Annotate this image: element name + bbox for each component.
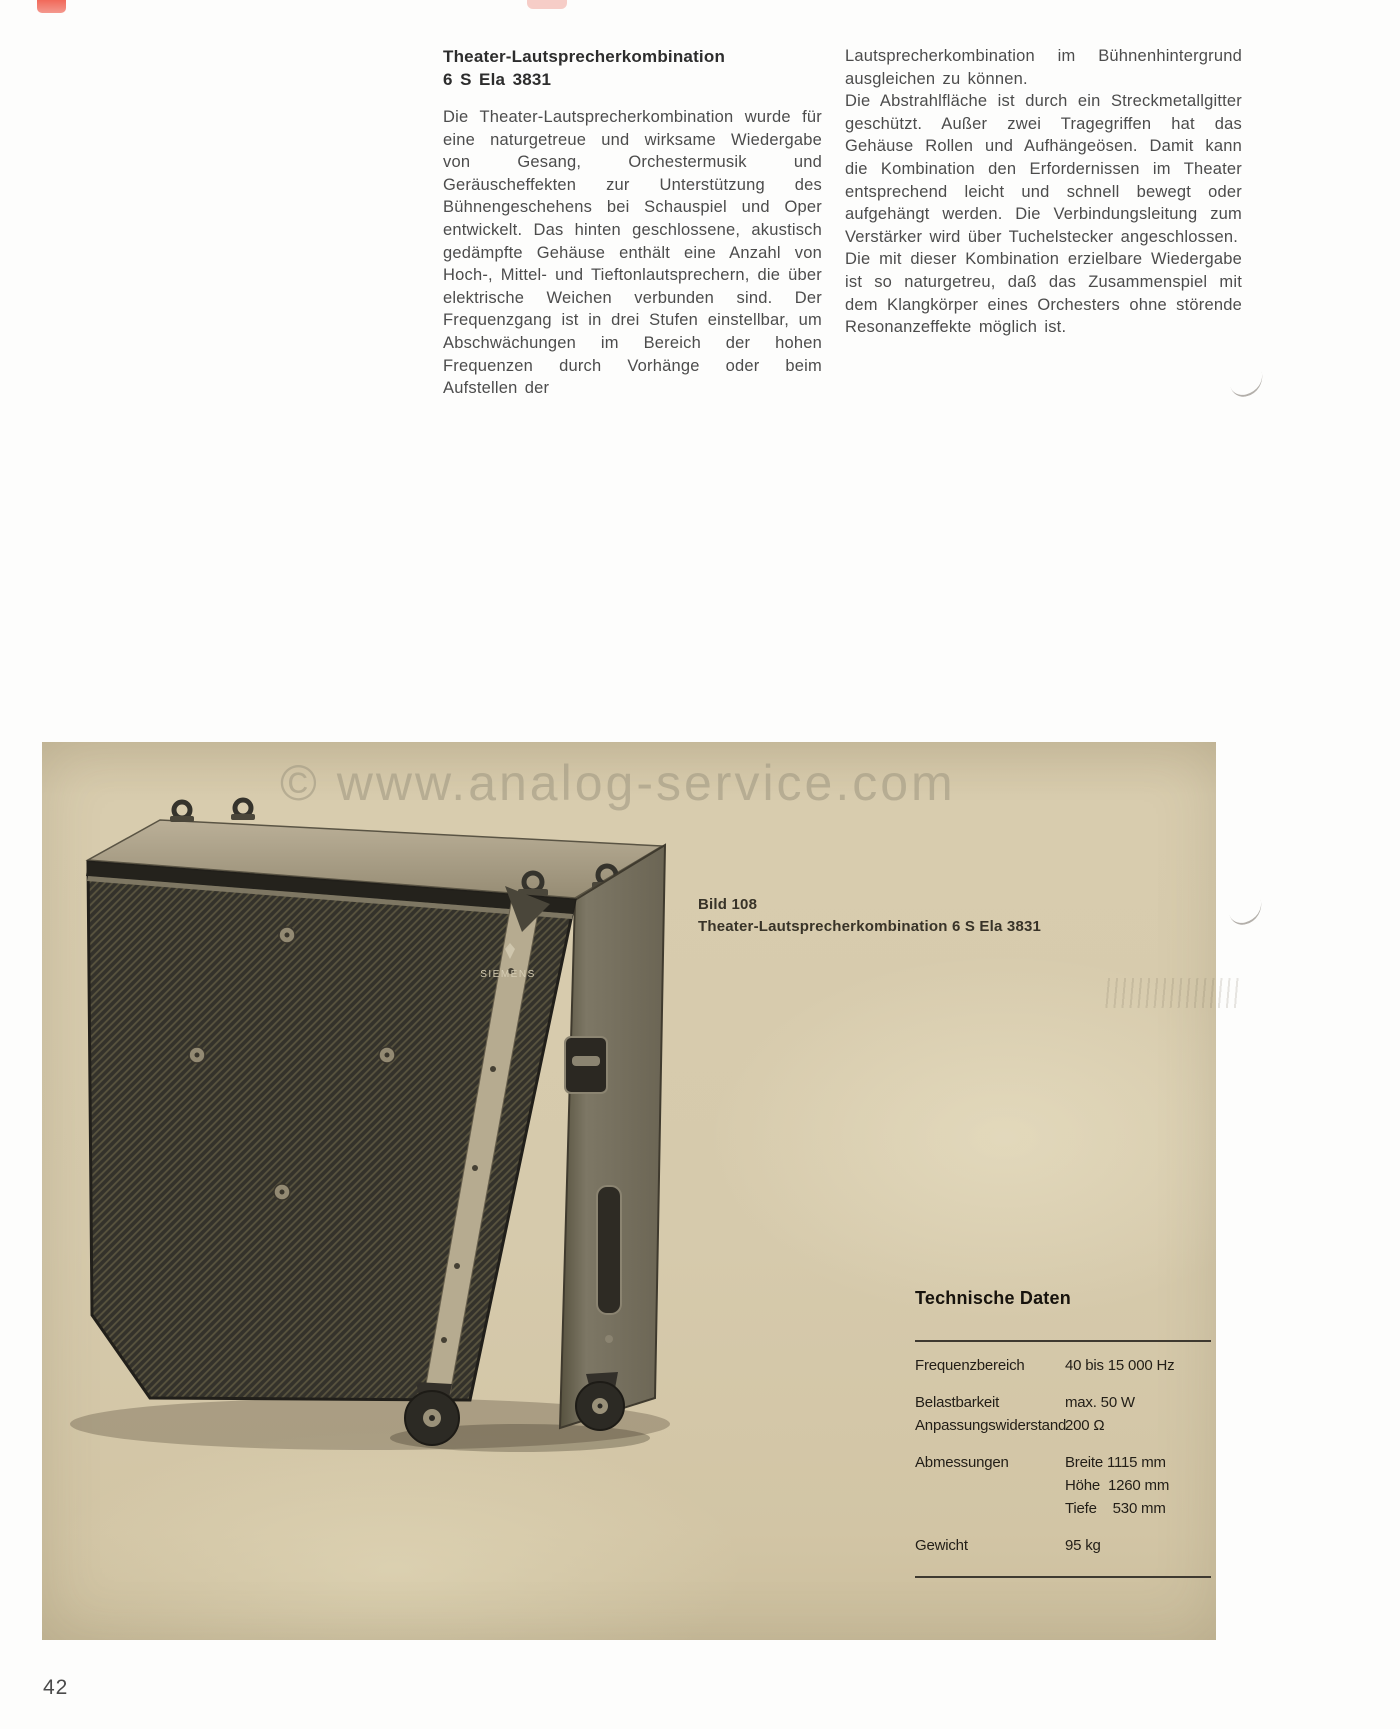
tech-value-line: 200 Ω: [1065, 1417, 1105, 1434]
article-title-line1: Theater-Lautsprecherkombination: [443, 47, 726, 66]
article-left-column: [443, 45, 822, 400]
article-body-left: Die Theater-Lautsprecherkombination wurde für eine naturgetreue und wirksame Wiedergabe von Gesang, Orchestermusik und Geräuscheffekten zur Unterstützung des Bühnengeschehens bei Schauspiel und Oper entwickelt. Das hinten geschlossene, akustisch gedämpfte Gehäuse enthält eine Anzahl von Hoch-, Mittel- und Tieftonlautsprechern, die über elektrische Weichen verbunden sind. Der Frequenzgang ist in drei Stufen einstellbar, um Abschwächungen im Bereich der hohen Frequenzen durch Vorhänge oder beim Aufstellen der: [443, 108, 822, 398]
scan-mark-red: [37, 0, 66, 13]
tech-value: [1065, 1451, 1211, 1520]
figure-caption-number: Bild 108: [698, 896, 758, 913]
figure-caption: [698, 894, 1041, 938]
tech-label-line: Anpassungswiderstand: [915, 1417, 1067, 1434]
tech-label: Gewicht: [915, 1537, 968, 1554]
side-slot: [597, 1186, 621, 1314]
tech-label: [915, 1391, 1065, 1437]
article-body-right-p1: Lautsprecherkombination im Bühnenhintergrund ausgleichen zu können.: [845, 47, 1242, 88]
photo-scan-area: [42, 742, 1216, 1640]
tech-label-line: Belastbarkeit: [915, 1394, 1000, 1411]
tech-value: 40 bis 15 000 Hz: [1065, 1357, 1175, 1374]
tech-value: [1065, 1391, 1211, 1437]
tech-data-section: [915, 1288, 1211, 1554]
handle-bar: [572, 1056, 600, 1066]
siemens-badge-label: SIEMENS: [480, 969, 536, 980]
figure-caption-title: Theater-Lautsprecherkombination 6 S Ela 3831: [698, 918, 1042, 935]
scan-mark-red: [527, 0, 567, 9]
tech-row-abmessungen: [915, 1451, 1211, 1520]
scan-artifact-pencil: [1102, 978, 1242, 1008]
side-screw: [605, 1335, 613, 1343]
tech-value-line: Höhe 1260 mm: [1065, 1477, 1170, 1494]
scan-artifact-curl: [1224, 886, 1265, 927]
tech-value-line: Breite 1115 mm: [1065, 1454, 1166, 1471]
page-number: 42: [43, 1676, 69, 1699]
tech-data-heading: Technische Daten: [915, 1288, 1071, 1308]
tech-data-rows: [915, 1354, 1211, 1571]
divider: [915, 1340, 1211, 1342]
tech-value-line: Tiefe 530 mm: [1065, 1500, 1166, 1517]
divider: [915, 1576, 1211, 1578]
article-title-line2: 6 S Ela 3831: [443, 70, 552, 89]
scan-artifact-curl: [1225, 358, 1266, 399]
cabinet-grille: [88, 862, 575, 1400]
article-body-right-p3: Die mit dieser Kombination erzielbare Wiedergabe ist so naturgetreu, daß das Zusammenspiel mit dem Klangkörper eines Orchesters ohne störende Resonanzeffekte möglich ist.: [845, 250, 1242, 337]
tech-row-gewicht: [915, 1534, 1211, 1557]
tech-label: Abmessungen: [915, 1454, 1009, 1471]
tech-value-line: max. 50 W: [1065, 1394, 1135, 1411]
tech-label: Frequenzbereich: [915, 1357, 1025, 1374]
tech-value: 95 kg: [1065, 1537, 1101, 1554]
watermark-text: © www.analog-service.com: [280, 755, 956, 811]
tech-row-frequenzbereich: [915, 1354, 1211, 1377]
article-right-column: [845, 45, 1242, 339]
speaker-photo: [60, 794, 722, 1494]
article-body-right-p2: Die Abstrahlfläche ist durch ein Streckmetallgitter geschützt. Außer zwei Tragegriffen hat das Gehäuse Rollen und Aufhängeösen. Damit kann die Kombination den Erfordernissen im Theater entsprechend leicht und schnell bewegt oder aufgehängt werden. Die Verbindungsleitung zum Verstärker wird über Tuchelstecker angeschlossen.: [845, 92, 1242, 246]
article-title: [443, 45, 822, 91]
tech-row-belastbarkeit: [915, 1391, 1211, 1437]
